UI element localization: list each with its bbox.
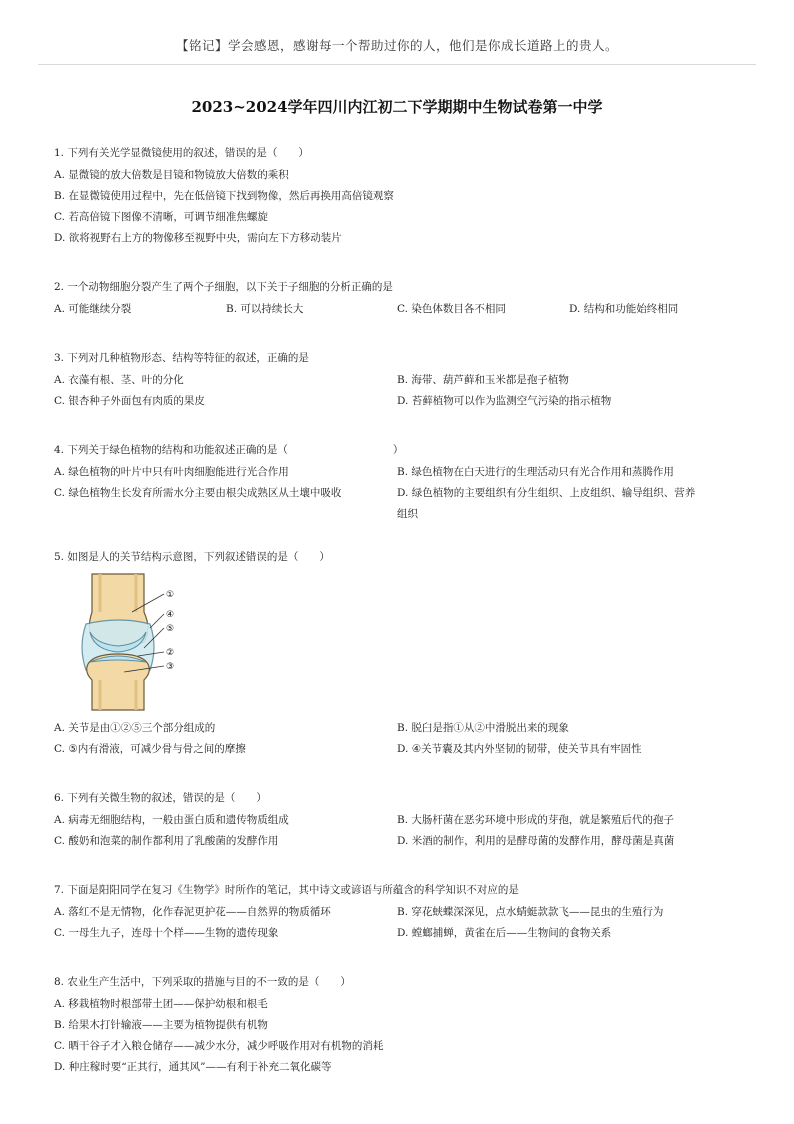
option-b: B. 脱臼是指①从②中滑脱出来的现象: [397, 722, 569, 734]
option-b: B. 给果木打针输液——主要为植物提供有机物: [54, 1019, 268, 1031]
page-title: 2023~2024学年四川内江初二下学期期中生物试卷第一中学: [191, 98, 603, 116]
question-7: [54, 880, 744, 944]
options-grid: [54, 370, 744, 412]
option-a: A. 可能继续分裂: [54, 303, 132, 315]
options-grid: [54, 902, 744, 944]
option-a: A. 关节是由①②⑤三个部分组成的: [54, 722, 216, 734]
option-c: C. 若高倍镜下图像不清晰，可调节细准焦螺旋: [54, 211, 268, 223]
option-c: C. 晒干谷子才入粮仓储存——减少水分，减少呼吸作用对有机物的消耗: [54, 1040, 384, 1052]
leader-line-4: [150, 614, 164, 628]
question-4: [54, 440, 744, 525]
figure-label-4: ④: [166, 610, 175, 620]
question-stem: 8. 农业生产生活中，下列采取的措施与目的不一致的是（ ）: [54, 976, 351, 988]
option-a: A. 落红不是无情物，化作春泥更护花——自然界的物质循环: [54, 906, 331, 918]
figure-label-2: ②: [166, 648, 175, 658]
figure-label-1: ①: [166, 590, 175, 600]
question-stem: 3. 下列对几种植物形态、结构等特征的叙述，正确的是: [54, 352, 309, 364]
option-d: D. 苔藓植物可以作为监测空气污染的指示植物: [397, 395, 612, 407]
option-d: D. 绿色植物的主要组织有分生组织、上皮组织、输导组织、营养组织: [397, 487, 696, 520]
option-c: C. 染色体数目各不相同: [397, 303, 506, 315]
question-stem: 1. 下列有关光学显微镜使用的叙述，错误的是（ ）: [54, 147, 309, 159]
options-row: [54, 299, 744, 320]
option-c: C. ⑤内有滑液，可减少骨与骨之间的摩擦: [54, 743, 246, 755]
question-stem: 5. 如图是人的关节结构示意图，下列叙述错误的是（ ）: [54, 551, 330, 563]
option-d: D. 米酒的制作，利用的是酵母菌的发酵作用，酵母菌是真菌: [397, 835, 675, 847]
question-6: [54, 788, 744, 852]
option-a: A. 绿色植物的叶片中只有叶肉细胞能进行光合作用: [54, 466, 289, 478]
question-stem: 2. 一个动物细胞分裂产生了两个子细胞，以下关于子细胞的分析正确的是: [54, 281, 393, 293]
joint-structure-figure: [64, 572, 214, 712]
option-c: C. 银杏种子外面包有肉质的果皮: [54, 395, 205, 407]
option-b: B. 在显微镜使用过程中，先在低倍镜下找到物像，然后再换用高倍镜观察: [54, 190, 394, 202]
options-grid: [54, 718, 744, 760]
header-motto: 【铭记】学会感恩，感谢每一个帮助过你的人，他们是你成长道路上的贵人。: [175, 38, 618, 53]
option-c: C. 一母生九子，连母十个样——生物的遗传现象: [54, 927, 279, 939]
question-stem: 6. 下列有关微生物的叙述，错误的是（ ）: [54, 792, 267, 804]
option-c: C. 酸奶和泡菜的制作都利用了乳酸菌的发酵作用: [54, 835, 279, 847]
question-2: [54, 277, 744, 320]
question-1: [54, 143, 744, 249]
question-5: [54, 547, 744, 760]
option-b: B. 海带、葫芦藓和玉米都是孢子植物: [397, 374, 569, 386]
options-grid: [54, 462, 744, 525]
figure-label-5: ⑤: [166, 624, 175, 634]
question-stem: 4. 下列关于绿色植物的结构和功能叙述正确的是（ ）: [54, 444, 404, 456]
option-d: D. ④关节囊及其内外坚韧的韧带，使关节具有牢固性: [397, 743, 642, 755]
option-a: A. 衣藻有根、茎、叶的分化: [54, 374, 184, 386]
question-list: [54, 143, 744, 1100]
option-d: D. 欲将视野右上方的物像移至视野中央，需向左下方移动装片: [54, 232, 342, 244]
option-d: D. 螳螂捕蝉，黄雀在后——生物间的食物关系: [397, 927, 612, 939]
option-d: D. 结构和功能始终相同: [569, 303, 679, 315]
option-c: C. 绿色植物生长发育所需水分主要由根尖成熟区从土壤中吸收: [54, 487, 342, 499]
question-3: [54, 348, 744, 412]
option-a: A. 显微镜的放大倍数是目镜和物镜放大倍数的乘积: [54, 169, 289, 181]
option-d: D. 种庄稼时要“正其行，通其风”——有利于补充二氧化碳等: [54, 1061, 332, 1073]
question-stem: 7. 下面是阳阳同学在复习《生物学》时所作的笔记，其中诗文或谚语与所蕴含的科学知识不对应的是: [54, 884, 519, 896]
question-8: [54, 972, 744, 1078]
option-b: B. 绿色植物在白天进行的生理活动只有光合作用和蒸腾作用: [397, 466, 674, 478]
joint-diagram: [64, 572, 214, 712]
option-a: A. 病毒无细胞结构，一般由蛋白质和遗传物质组成: [54, 814, 289, 826]
option-b: B. 大肠杆菌在恶劣环境中形成的芽孢，就是繁殖后代的孢子: [397, 814, 674, 826]
lower-bone: [87, 654, 150, 710]
options-grid: [54, 810, 744, 852]
option-b: B. 穿花蛱蝶深深见，点水蜻蜓款款飞——昆虫的生殖行为: [397, 906, 664, 918]
option-b: B. 可以持续长大: [226, 303, 304, 315]
header-divider: [38, 64, 756, 65]
figure-label-3: ③: [166, 662, 175, 672]
option-a: A. 移栽植物时根部带土团——保护幼根和根毛: [54, 998, 268, 1010]
